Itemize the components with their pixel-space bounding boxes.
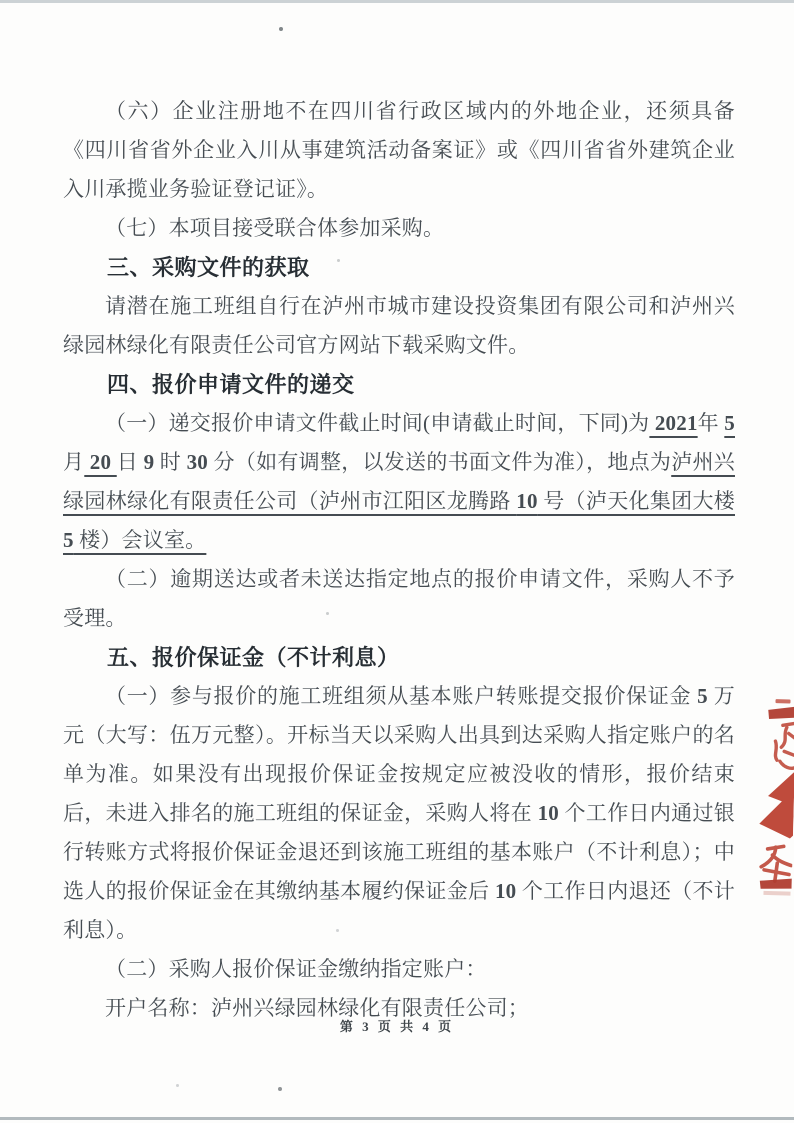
text-run: 个工作日内通过银行转账方式将报价保证金退还到该施工班组的基本账户（不计利息）；中选人的报价保证金在其缴纳基本履约保证金后 <box>63 801 735 903</box>
deposit-amount: 5 <box>697 684 708 708</box>
red-seal-stamp <box>743 696 794 897</box>
deadline-year: 2021 <box>649 411 698 435</box>
refund-days: 10 <box>494 879 517 903</box>
floor-number: 5 <box>63 528 74 552</box>
clause-7: （七）本项目接受联合体参加采购。 <box>105 216 445 240</box>
text-run: 年 <box>697 411 725 435</box>
page-number-footer: 第 3 页 共 4 页 <box>339 1019 455 1034</box>
scan-edge-top <box>0 0 794 3</box>
clause-account-title: （二）采购人报价保证金缴纳指定账户： <box>105 957 487 981</box>
location-run: 号（泸天化集团大楼 <box>537 489 735 513</box>
scan-speck <box>326 612 329 615</box>
refund-days: 10 <box>537 801 559 825</box>
scan-edge-bottom <box>0 1117 794 1120</box>
heading-section-4: 四、报价申请文件的递交 <box>107 372 355 397</box>
clause-deposit <box>63 677 735 950</box>
deadline-month: 5 <box>724 411 735 435</box>
street-number: 10 <box>516 489 538 513</box>
text-run: 分（如有调整，以发送的书面文件为准），地点为 <box>208 450 672 474</box>
clause-deadline <box>63 404 735 560</box>
text-run: （一）递交报价申请文件截止时间(申请截止时间，下同)为 <box>105 411 650 435</box>
paragraph-obtain-documents: 请潜在施工班组自行在泸州市城市建设投资集团有限公司和泸州兴绿园林绿化有限责任公司官方网站下载采购文件。 <box>63 294 735 357</box>
account-holder-name: 开户名称：泸州兴绿园林绿化有限责任公司； <box>105 996 529 1020</box>
clause-6: （六）企业注册地不在四川省行政区域内的外地企业，还须具备《四川省省外企业入川从事建筑活动备案证》或《四川省省外建筑企业入川承揽业务验证登记证》。 <box>63 99 735 201</box>
heading-section-5: 五、报价保证金（不计利息） <box>107 645 400 670</box>
text-run: 月 <box>63 450 85 474</box>
heading-section-3: 三、采购文件的获取 <box>107 255 310 280</box>
text-run: 个工作日内退还（不计利息）。 <box>63 879 735 942</box>
deadline-day: 20 <box>84 450 117 474</box>
deadline-hour: 9 <box>143 450 155 474</box>
location-run: 泸州兴绿园林绿化有限责任公司（泸州市江阳区龙腾路 <box>63 450 735 513</box>
deadline-minute: 30 <box>186 450 209 474</box>
text-run: 时 <box>154 450 187 474</box>
location-run: 楼）会议室。 <box>73 528 207 552</box>
scan-speck <box>337 259 340 262</box>
scan-speck <box>278 1087 282 1091</box>
scan-speck <box>176 1084 179 1087</box>
document-body <box>63 92 735 1028</box>
text-run: 万元（大写：伍万元整）。开标当天以采购人出具到达采购人指定账户的名单为准。如果没有出现报价保证金按规定应被没收的情形，报价结束后，未进入排名的施工班组的保证金，采购人将在 <box>63 684 735 825</box>
scan-speck <box>336 929 339 932</box>
text-run: 日 <box>116 450 144 474</box>
text-run: （一）参与报价的施工班组须从基本账户转账提交报价保证金 <box>105 684 698 708</box>
scan-speck <box>279 27 283 31</box>
clause-late-delivery: （二）逾期送达或者未送达指定地点的报价申请文件，采购人不予受理。 <box>63 567 735 630</box>
